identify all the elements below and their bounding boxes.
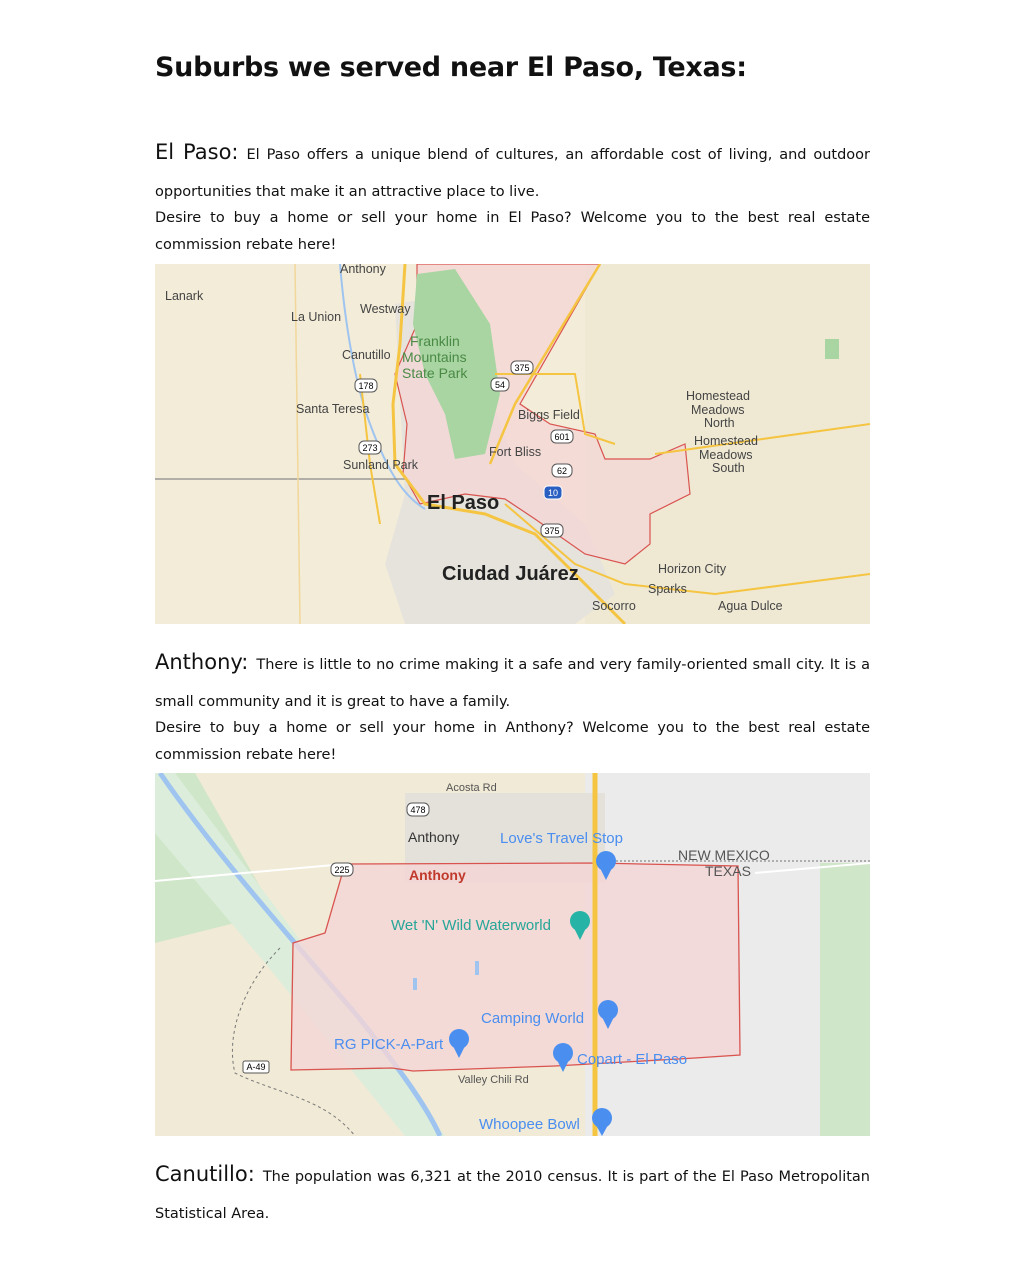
place-label: Homestead bbox=[686, 389, 750, 403]
el-paso-paragraph bbox=[155, 134, 870, 211]
page-title: Suburbs we served near El Paso, Texas: bbox=[155, 52, 747, 83]
poi-label[interactable]: Whoopee Bowl bbox=[479, 1116, 580, 1133]
anthony-paragraph bbox=[155, 644, 870, 721]
poi-label[interactable]: Camping World bbox=[481, 1010, 585, 1027]
highway-shield bbox=[544, 486, 562, 499]
place-label: Homestead bbox=[694, 434, 758, 448]
section-heading: El Paso: bbox=[155, 140, 239, 164]
city-label: Ciudad Juárez bbox=[442, 563, 579, 585]
svg-text:A-49: A-49 bbox=[246, 1062, 266, 1072]
park-label: State Park bbox=[402, 365, 468, 381]
road-label: Acosta Rd bbox=[446, 782, 497, 794]
boundary-label: Anthony bbox=[409, 867, 466, 883]
place-label: Lanark bbox=[165, 289, 204, 303]
svg-text:225: 225 bbox=[334, 865, 350, 875]
highway-shield bbox=[541, 524, 563, 537]
place-label: Westway bbox=[360, 302, 411, 316]
highway-shield bbox=[407, 803, 429, 816]
highway-shield bbox=[552, 464, 572, 477]
place-label: Meadows bbox=[699, 448, 753, 462]
section-el-paso bbox=[155, 134, 870, 259]
svg-text:601: 601 bbox=[554, 432, 570, 442]
highway-shield bbox=[491, 378, 509, 391]
section-text: The population was 6,321 at the 2010 census. It is part of the El Paso Metropolitan Statistical Area. bbox=[155, 1169, 870, 1222]
svg-text:375: 375 bbox=[544, 526, 560, 536]
place-label: Socorro bbox=[592, 599, 636, 613]
section-cta: Desire to buy a home or sell your home in El Paso? Welcome you to the best real estate commission rebate here! bbox=[155, 210, 870, 253]
svg-text:375: 375 bbox=[514, 363, 530, 373]
poi-label[interactable]: Copart - El Paso bbox=[577, 1051, 688, 1068]
svg-text:62: 62 bbox=[556, 466, 568, 476]
section-canutillo bbox=[155, 1156, 870, 1233]
place-label: Anthony bbox=[408, 829, 460, 845]
place-label: Anthony bbox=[340, 264, 386, 276]
section-heading: Canutillo: bbox=[155, 1162, 255, 1186]
section-cta: Desire to buy a home or sell your home in Anthony? Welcome you to the best real estate commission rebate here! bbox=[155, 720, 870, 763]
svg-text:178: 178 bbox=[358, 381, 374, 391]
road-label: Valley Chili Rd bbox=[458, 1074, 529, 1086]
state-label: TEXAS bbox=[705, 863, 751, 879]
place-label: Sparks bbox=[648, 582, 687, 596]
park-label: Franklin bbox=[410, 333, 460, 349]
park-label: Mountains bbox=[402, 349, 467, 365]
anthony-map[interactable] bbox=[155, 773, 870, 1136]
place-label: Fort Bliss bbox=[489, 445, 542, 459]
highway-shield bbox=[355, 379, 377, 392]
place-label: Biggs Field bbox=[518, 408, 580, 422]
canutillo-paragraph bbox=[155, 1156, 870, 1233]
el-paso-map[interactable] bbox=[155, 264, 870, 624]
svg-text:478: 478 bbox=[410, 805, 426, 815]
svg-text:10: 10 bbox=[547, 488, 559, 498]
highway-shield bbox=[511, 361, 533, 374]
highway-shield bbox=[551, 430, 573, 443]
place-label: Santa Teresa bbox=[296, 402, 370, 416]
svg-text:273: 273 bbox=[362, 443, 378, 453]
place-label: Meadows bbox=[691, 403, 745, 417]
poi-label[interactable]: Love's Travel Stop bbox=[500, 830, 623, 847]
place-label: Agua Dulce bbox=[718, 599, 783, 613]
poi-label[interactable]: RG PICK-A-Part bbox=[334, 1036, 444, 1053]
place-label: Canutillo bbox=[342, 348, 391, 362]
place-label: La Union bbox=[291, 310, 342, 324]
section-anthony bbox=[155, 644, 870, 769]
section-text: El Paso offers a unique blend of cultures, an affordable cost of living, and outdoor opportunities that make it an attractive place to live. bbox=[155, 147, 870, 200]
city-label: El Paso bbox=[427, 492, 500, 514]
place-label: Sunland Park bbox=[343, 458, 419, 472]
state-label: NEW MEXICO bbox=[678, 847, 770, 863]
highway-shield bbox=[359, 441, 381, 454]
place-label: Horizon City bbox=[658, 562, 727, 576]
section-text: There is little to no crime making it a safe and very family-oriented small city. It is a small community and it is great to have a family. bbox=[155, 657, 870, 710]
section-heading: Anthony: bbox=[155, 650, 249, 674]
place-label: North bbox=[704, 416, 735, 430]
poi-label[interactable]: Wet 'N' Wild Waterworld bbox=[391, 917, 551, 934]
svg-text:54: 54 bbox=[494, 380, 506, 390]
place-label: South bbox=[712, 461, 745, 475]
highway-shield bbox=[243, 1061, 269, 1073]
highway-shield bbox=[331, 863, 353, 876]
